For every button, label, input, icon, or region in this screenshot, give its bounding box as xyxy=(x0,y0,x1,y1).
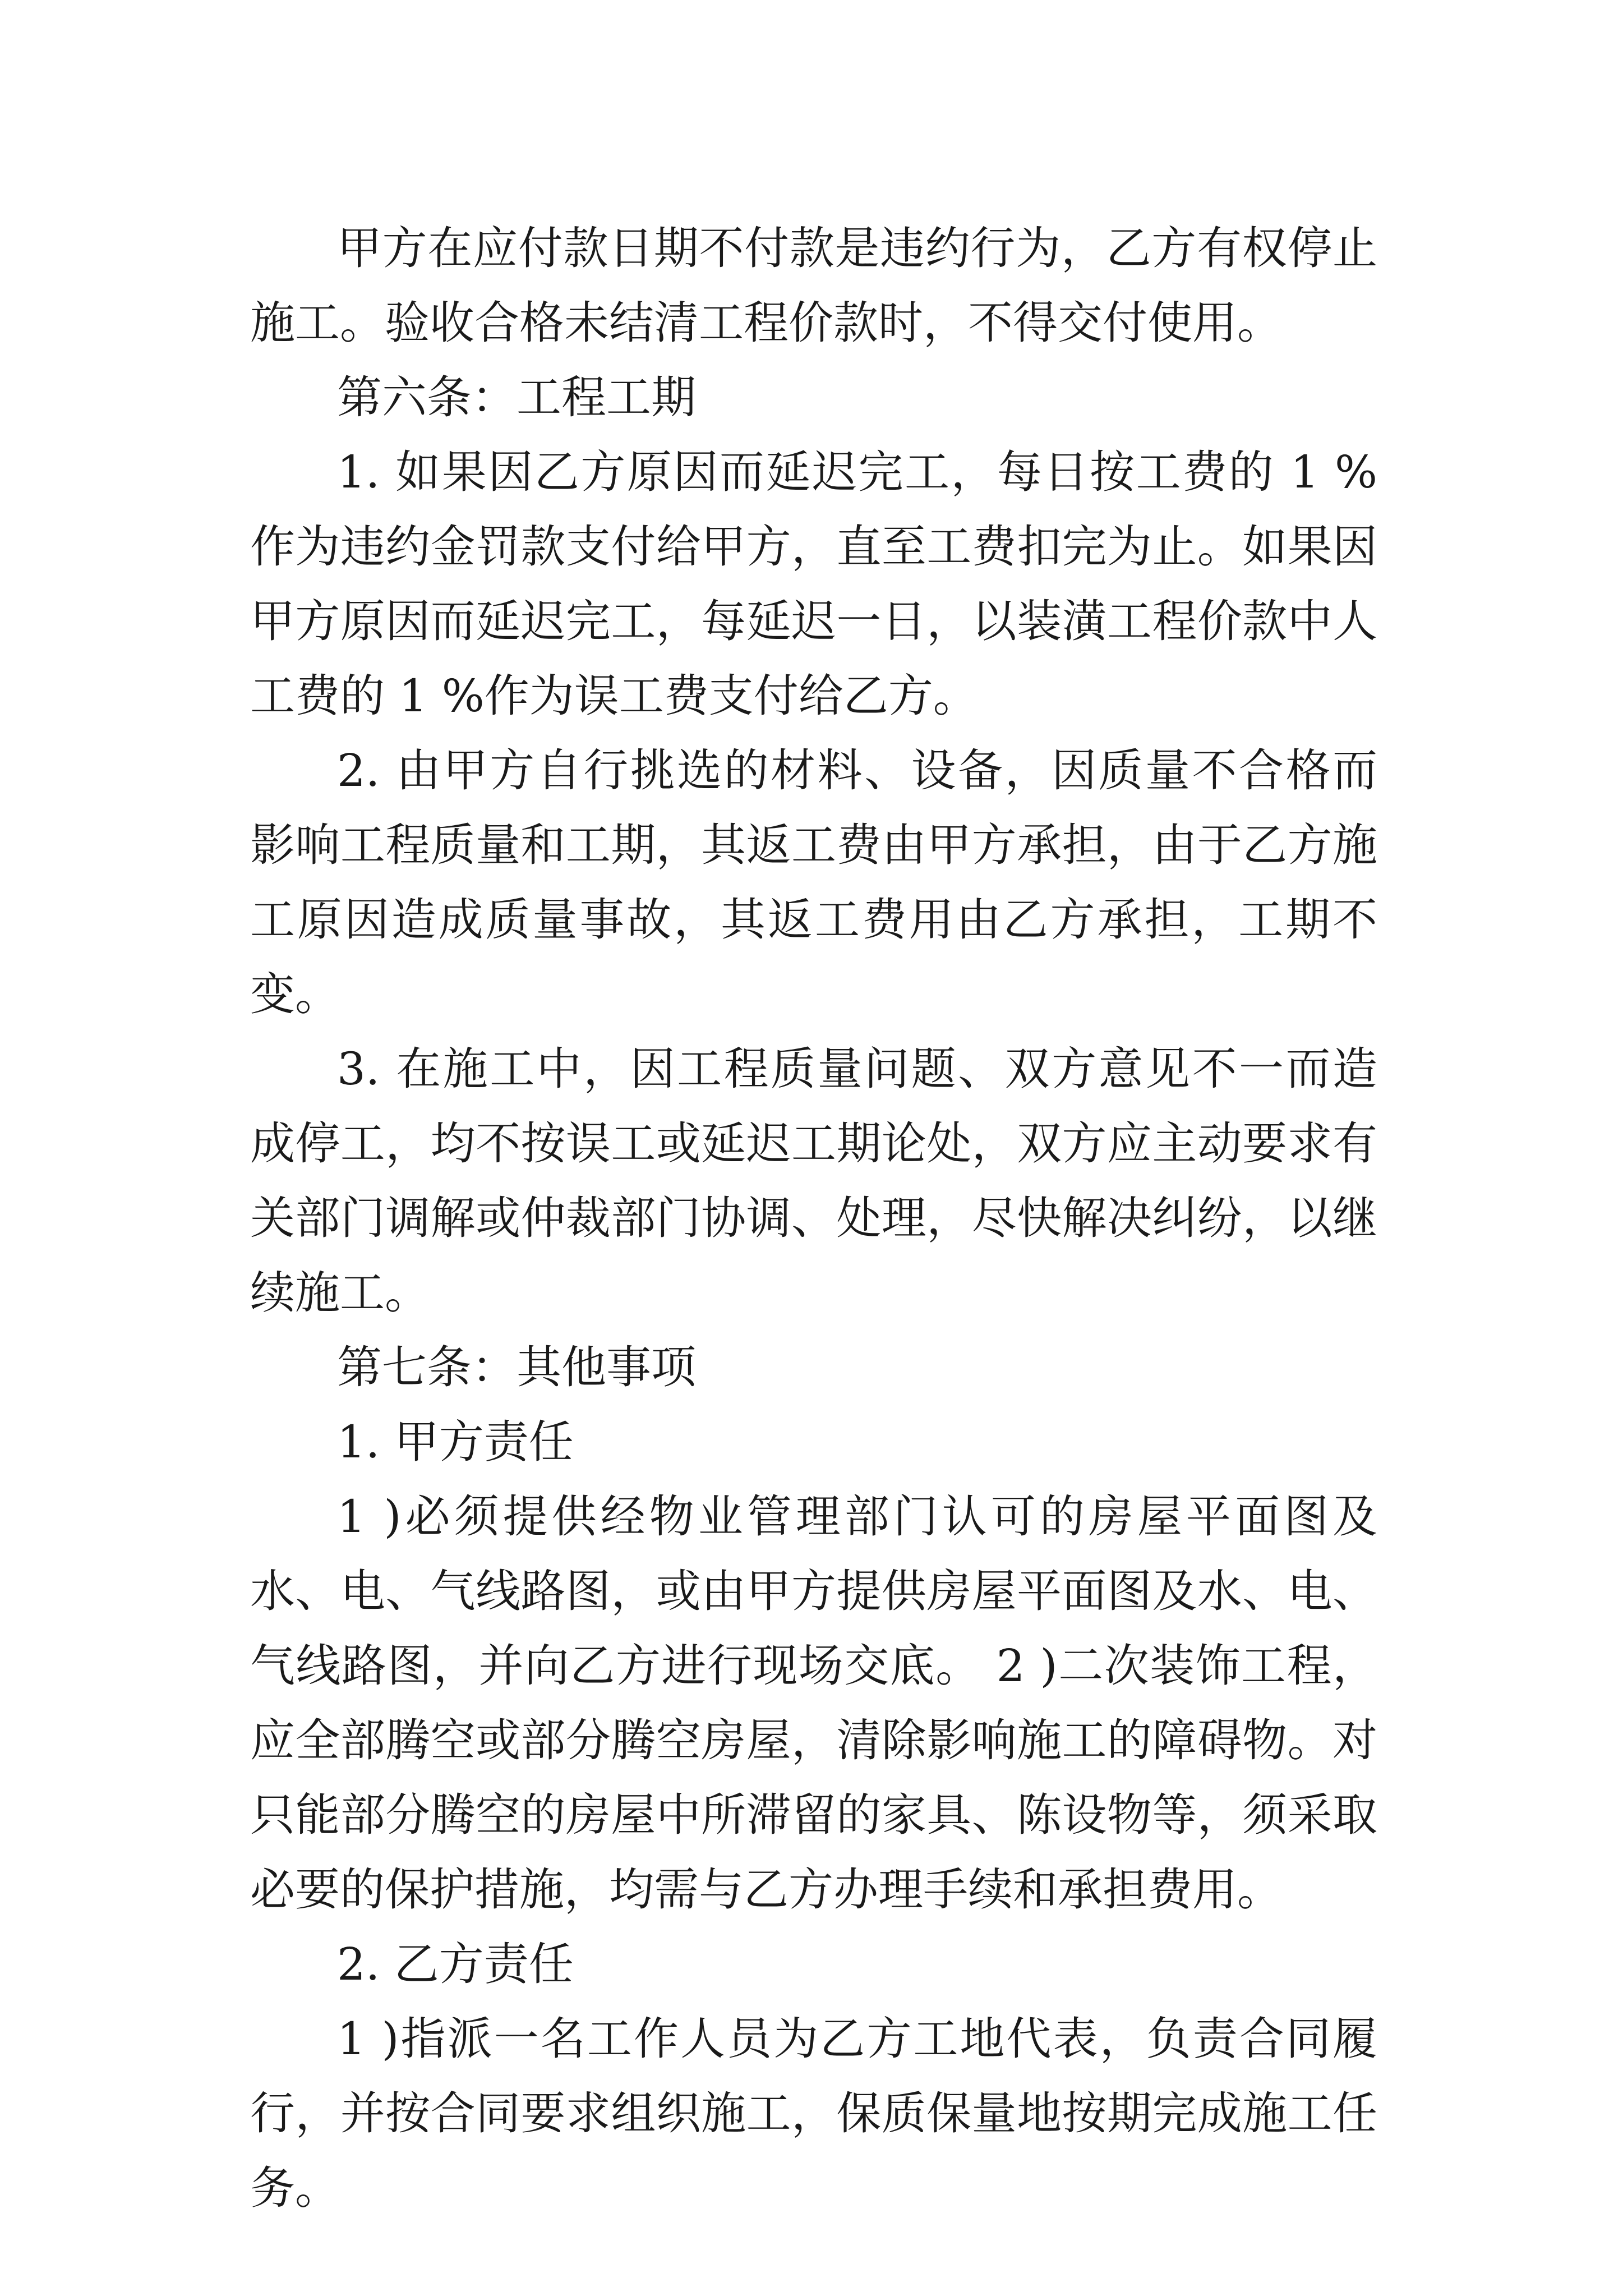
heading-party-b-duties: 2. 乙方责任 xyxy=(337,1938,574,1990)
paragraph-party-b-duties: 1 )指派一名工作人员为乙方工地代表，负责合同履行，并按合同要求组织施工，保质保量地按期完成施工任务。 xyxy=(250,2013,1377,2214)
paragraph-article-6-item-1: 1. 如果因乙方原因而延迟完工，每日按工费的 1 %作为违约金罚款支付给甲方，直至工费扣完为止。如果因甲方原因而延迟完工，每延迟一日，以装潢工程价款中人工费的 1 %作为误工费支付给乙方。 xyxy=(250,446,1377,722)
paragraph-article-6-item-3: 3. 在施工中，因工程质量问题、双方意见不一而造成停工，均不按误工或延迟工期论处，双方应主动要求有关部门调解或仲裁部门协调、处理，尽快解决纠纷，以继续施工。 xyxy=(250,1043,1377,1319)
heading-party-a-duties: 1. 甲方责任 xyxy=(337,1416,574,1468)
paragraph-article-6-item-2: 2. 由甲方自行挑选的材料、设备，因质量不合格而影响工程质量和工期，其返工费由甲方承担，由于乙方施工原因造成质量事故，其返工费用由乙方承担，工期不变。 xyxy=(250,744,1377,1020)
paragraph-payment-default: 甲方在应付款日期不付款是违约行为，乙方有权停止施工。验收合格未结清工程价款时，不得交付使用。 xyxy=(250,222,1377,349)
heading-article-6: 第六条：工程工期 xyxy=(337,371,696,424)
heading-article-7: 第七条：其他事项 xyxy=(337,1341,696,1393)
document-body xyxy=(250,211,1377,2225)
paragraph-party-a-duties: 1 )必须提供经物业管理部门认可的房屋平面图及水、电、气线路图，或由甲方提供房屋平面图及水、电、气线路图，并向乙方进行现场交底。 2 )二次装饰工程，应全部腾空或部分腾空房屋，清除影响施工的障碍物。对只能部分腾空的房屋中所滞留的家具、陈设物等，须采取必要的保护措施，均需与乙方办理手续和承担费用。 xyxy=(250,1490,1377,1916)
